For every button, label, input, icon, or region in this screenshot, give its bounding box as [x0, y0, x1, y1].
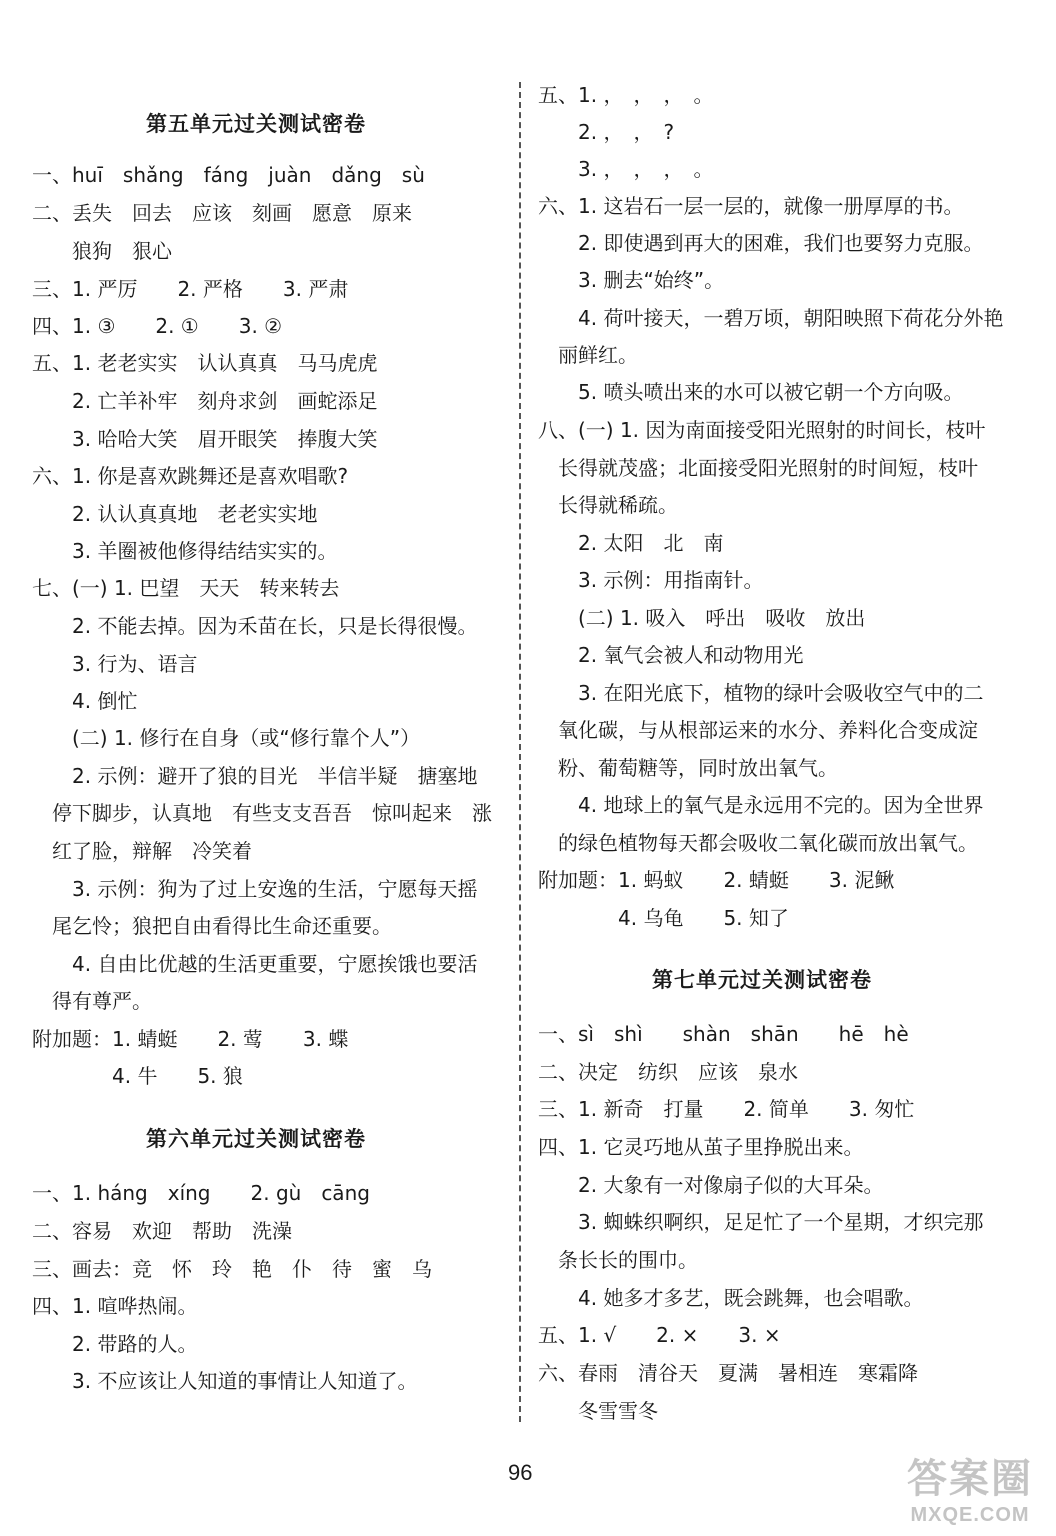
answer-line: 尾乞怜；狼把自由看得比生命还重要。 — [32, 914, 392, 938]
unit5-title: 第五单元过关测试密卷 — [146, 112, 366, 136]
answer-line: 四、1. 它灵巧地从茧子里挣脱出来。 — [538, 1135, 864, 1159]
answer-line: 附加题：1. 蜻蜓 2. 莺 3. 蝶 — [32, 1027, 349, 1051]
answer-line: 五、1. √ 2. × 3. × — [538, 1323, 781, 1347]
page-number: 96 — [508, 1460, 533, 1485]
answer-line: 3. 羊圈被他修得结结实实的。 — [32, 539, 338, 563]
answer-line: 六、1. 这岩石一层一层的，就像一册厚厚的书。 — [538, 194, 964, 218]
answer-line: 冬雪雪冬 — [538, 1399, 658, 1423]
answer-line: 2. 认认真真地 老老实实地 — [32, 502, 318, 526]
answer-line: 四、1. ③ 2. ① 3. ② — [32, 314, 283, 338]
answer-line: 3. ， ， ， 。 — [538, 157, 714, 181]
answer-line: 3. 示例：狗为了过上安逸的生活，宁愿每天摇 — [32, 877, 478, 901]
answer-line: 4. 乌龟 5. 知了 — [538, 906, 789, 930]
answer-line: 4. 荷叶接天，一碧万顷，朝阳映照下荷花分外艳 — [538, 306, 1004, 330]
answer-line: 3. 在阳光底下，植物的绿叶会吸收空气中的二 — [538, 681, 984, 705]
answer-line: 粉、葡萄糖等，同时放出氧气。 — [538, 756, 838, 780]
answer-line: 三、1. 严厉 2. 严格 3. 严肃 — [32, 277, 349, 301]
answer-line: 4. 她多才多艺，既会跳舞，也会唱歌。 — [538, 1286, 924, 1310]
answer-line: 五、1. 老老实实 认认真真 马马虎虎 — [32, 351, 378, 375]
answer-line: 3. 蜘蛛织啊织，足足忙了一个星期，才织完那 — [538, 1210, 984, 1234]
watermark-line1: 答案圈 — [907, 1456, 1033, 1502]
answer-line: 六、1. 你是喜欢跳舞还是喜欢唱歌? — [32, 464, 349, 488]
unit6-title: 第六单元过关测试密卷 — [146, 1127, 366, 1151]
answer-line: (二) 1. 修行在自身（或“修行靠个人”） — [32, 726, 421, 750]
answer-line: 2. 太阳 北 南 — [538, 531, 724, 555]
answer-line: 4. 倒忙 — [32, 689, 138, 713]
answer-line: 丽鲜红。 — [538, 343, 638, 367]
answer-line: 2. 示例：避开了狼的目光 半信半疑 搪塞地 — [32, 764, 478, 788]
answer-line: 三、1. 新奇 打量 2. 简单 3. 匆忙 — [538, 1097, 915, 1121]
answer-line: 3. 行为、语言 — [32, 652, 198, 676]
answer-line: 二、容易 欢迎 帮助 洗澡 — [32, 1219, 292, 1243]
answer-line: 四、1. 喧哗热闹。 — [32, 1294, 198, 1318]
watermark-line2: MXQE.COM — [910, 1504, 1030, 1526]
answer-line: 3. 哈哈大笑 眉开眼笑 捧腹大笑 — [32, 427, 378, 451]
answer-line: 2. 大象有一对像扇子似的大耳朵。 — [538, 1173, 884, 1197]
answer-line: (二) 1. 吸入 呼出 吸收 放出 — [538, 606, 866, 630]
answer-line: 二、决定 纺织 应该 泉水 — [538, 1060, 798, 1084]
answer-line: 一、1. háng xíng 2. gù cāng — [32, 1181, 370, 1205]
answer-line: 3. 删去“始终”。 — [538, 268, 725, 292]
answer-line: 5. 喷头喷出来的水可以被它朝一个方向吸。 — [538, 380, 964, 404]
answer-line: 4. 自由比优越的生活更重要，宁愿挨饿也要活 — [32, 952, 478, 976]
answer-line: 二、丢失 回去 应该 刻画 愿意 原来 — [32, 201, 412, 225]
answer-line: 停下脚步，认真地 有些支支吾吾 惊叫起来 涨 — [32, 801, 492, 825]
answer-line: 3. 不应该让人知道的事情让人知道了。 — [32, 1369, 418, 1393]
answer-line: 七、(一) 1. 巴望 天天 转来转去 — [32, 576, 340, 600]
answer-line: 附加题：1. 蚂蚁 2. 蜻蜓 3. 泥鳅 — [538, 868, 895, 892]
answer-line: 3. 示例：用指南针。 — [538, 568, 764, 592]
unit7-title: 第七单元过关测试密卷 — [652, 968, 872, 992]
answer-line: 2. 即使遇到再大的困难，我们也要努力克服。 — [538, 231, 984, 255]
answer-line: 2. 亡羊补牢 刻舟求剑 画蛇添足 — [32, 389, 378, 413]
answer-line: 三、画去：竞 怀 玲 艳 仆 待 蜜 乌 — [32, 1257, 432, 1281]
answer-line: 的绿色植物每天都会吸收二氧化碳而放出氧气。 — [538, 831, 978, 855]
answer-line: 狼狗 狠心 — [32, 239, 172, 263]
watermark-logo — [890, 1455, 1050, 1531]
answer-line: 一、huī shǎng fáng juàn dǎng sù — [32, 163, 425, 187]
answer-line: 六、春雨 清谷天 夏满 暑相连 寒霜降 — [538, 1361, 918, 1385]
answer-line: 长得就茂盛；北面接受阳光照射的时间短，枝叶 — [538, 456, 978, 480]
answer-line: 八、(一) 1. 因为南面接受阳光照射的时间长，枝叶 — [538, 418, 986, 442]
answer-line: 4. 牛 5. 狼 — [32, 1064, 243, 1088]
answer-line: 长得就稀疏。 — [538, 493, 678, 517]
answer-line: 2. 氧气会被人和动物用光 — [538, 643, 804, 667]
answer-line: 2. 带路的人。 — [32, 1332, 198, 1356]
answer-line: 得有尊严。 — [32, 989, 152, 1013]
answer-line: 2. 不能去掉。因为禾苗在长，只是长得很慢。 — [32, 614, 478, 638]
column-divider — [519, 82, 521, 1422]
answer-line: 一、sì shì shàn shān hē hè — [538, 1022, 909, 1046]
answer-line: 五、1. ， ， ， 。 — [538, 83, 714, 107]
answer-line: 红了脸，辩解 冷笑着 — [32, 839, 252, 863]
answer-line: 4. 地球上的氧气是永远用不完的。因为全世界 — [538, 793, 984, 817]
answer-line: 条长长的围巾。 — [538, 1248, 698, 1272]
answer-line: 氧化碳，与从根部运来的水分、养料化合变成淀 — [538, 718, 978, 742]
answer-line: 2. ， ， ? — [538, 120, 675, 144]
